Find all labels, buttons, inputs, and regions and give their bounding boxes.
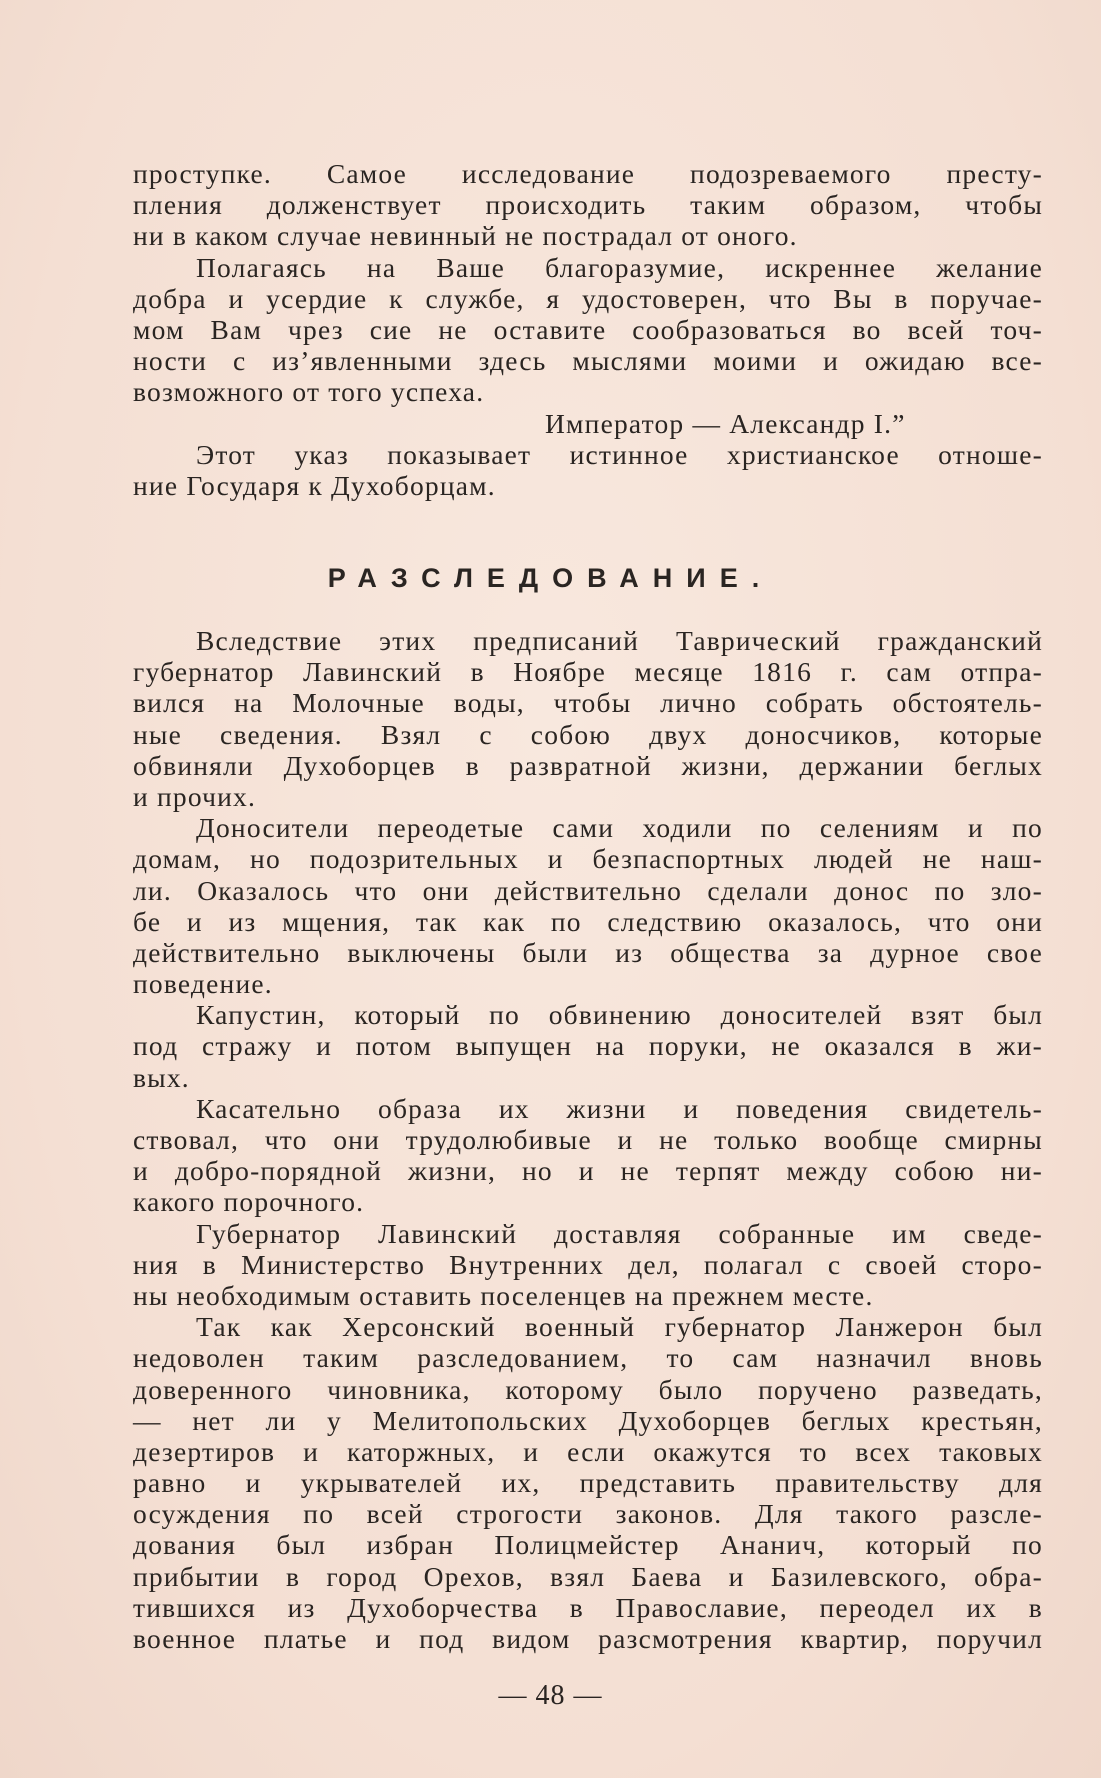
page-number: — 48 —	[498, 1680, 603, 1711]
text-line: мом Вам чрез сие не оставите сообразоваться во всей точ-	[133, 313, 1043, 345]
text-line: вых.	[133, 1061, 190, 1093]
text-line: домам, но подозрительных и безпаспортных людей не наш-	[133, 843, 1043, 875]
text-line: пления долженствует происходить таким образом, чтобы	[133, 189, 1043, 221]
text-line: какого порочного.	[133, 1186, 365, 1218]
text-line: тившихся из Духоборчества в Православие, переодел их в	[133, 1591, 1043, 1623]
text-line: и добро-порядной жизни, но и не терпят между собою ни-	[133, 1155, 1043, 1187]
text-line: ности с из’явленными здесь мыслями моими и ожидаю все-	[133, 345, 1043, 377]
text-line: дования был избран Полицмейстер Ананич, который по	[133, 1529, 1043, 1561]
text-line: Император — Александр I.”	[545, 407, 906, 439]
text-line: недоволен таким разследованием, то сам назначил вновь	[133, 1342, 1043, 1374]
text-line: Полагаясь на Ваше благоразумие, искреннее желание	[196, 251, 1043, 283]
text-line: Губернатор Лавинский доставляя собранные им сведе-	[196, 1217, 1043, 1249]
text-line: действительно выключены были из общества за дурное свое	[133, 936, 1043, 968]
text-line: ствовал, что они трудолюбивые и не только вообще смирны	[133, 1124, 1043, 1155]
text-line: губернатор Лавинский в Ноябре месяце 1816 г. сам отпра-	[133, 656, 1043, 688]
text-line: Касательно образа их жизни и поведения свидетель-	[196, 1092, 1043, 1124]
text-line: добра и усердие к службе, я удостоверен, что Вы в поручае-	[133, 282, 1043, 314]
text-line: поведение.	[133, 968, 273, 1000]
text-line: проступке. Самое исследование подозреваемого престу-	[133, 158, 1043, 189]
text-line: ние Государя к Духоборцам.	[133, 469, 496, 501]
text-line: равно и укрывателей их, представить правительству для	[133, 1467, 1043, 1499]
text-line: под стражу и потом выпущен на поруки, не оказался в жи-	[133, 1030, 1043, 1062]
text-line: прибытии в город Орехов, взял Баева и Базилевского, обра-	[133, 1560, 1043, 1592]
text-line: дезертиров и каторжных, и если окажутся то всех таковых	[133, 1435, 1043, 1467]
section-heading: РАЗСЛЕДОВАНИЕ.	[327, 563, 774, 593]
text-line: Доносители переодетые сами ходили по селениям и по	[196, 812, 1043, 844]
text-line: — нет ли у Мелитопольских Духоборцев беглых крестьян,	[133, 1404, 1043, 1436]
text-line: и прочих.	[133, 780, 257, 812]
text-block-investigation	[133, 625, 1043, 1654]
text-line: обвиняли Духоборцев в развратной жизни, держании беглых	[133, 749, 1043, 781]
text-line: ны необходимым оставить поселенцев на прежнем месте.	[133, 1279, 874, 1311]
text-line: ли. Оказалось что они действительно сделали донос по зло-	[133, 874, 1043, 906]
text-line: ни в каком случае невинный не пострадал от оного.	[133, 220, 798, 252]
text-line: Так как Херсонский военный губернатор Ланжерон был	[196, 1311, 1043, 1343]
text-line: Вследствие этих предписаний Таврический гражданский	[196, 625, 1043, 656]
text-line: ния в Министерство Внутренних дел, полагал с своей сторо-	[133, 1248, 1043, 1280]
text-line: осуждения по всей строгости законов. Для такого разсле-	[133, 1498, 1043, 1530]
text-line: вился на Молочные воды, чтобы лично собрать обстоятель-	[133, 687, 1043, 719]
text-line: Капустин, который по обвинению доносителей взят был	[196, 999, 1043, 1031]
text-line: ные сведения. Взял с собою двух доносчиков, которые	[133, 718, 1043, 750]
text-line: доверенного чиновника, которому было поручено разведать,	[133, 1373, 1043, 1405]
text-line: Этот указ показывает истинное христианское отноше-	[196, 438, 1043, 470]
text-block-decree-ending	[133, 158, 1043, 501]
text-line: бе и из мщения, так как по следствию оказалось, что они	[133, 905, 1043, 937]
text-line: военное платье и под видом разсмотрения квартир, поручил	[133, 1623, 1043, 1654]
text-line: возможного от того успеха.	[133, 376, 485, 408]
